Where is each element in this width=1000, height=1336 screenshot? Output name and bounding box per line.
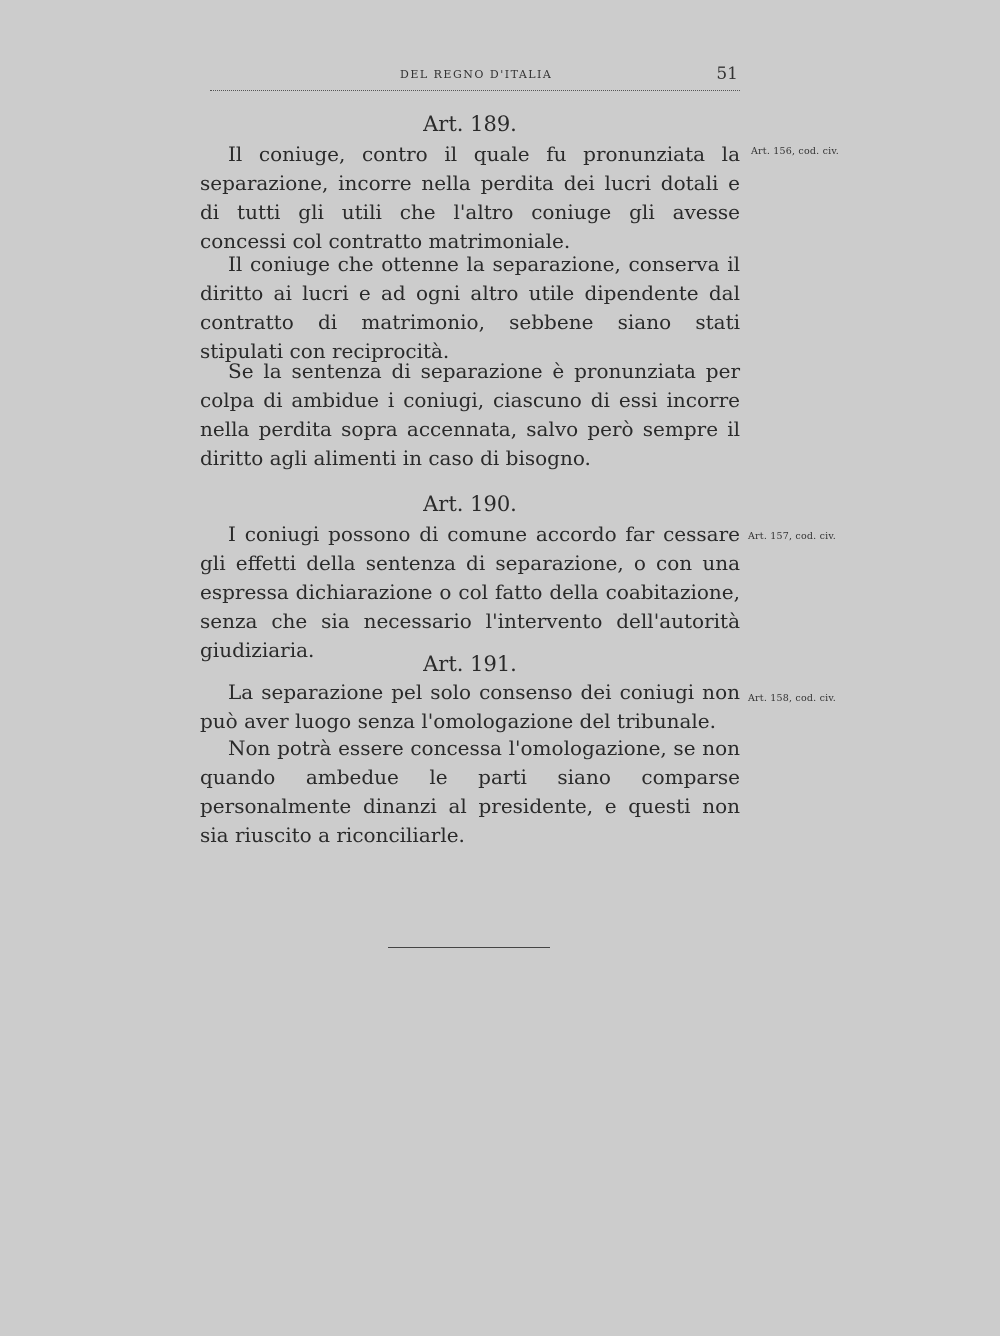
page-number: 51	[716, 64, 738, 84]
page-header	[210, 62, 740, 91]
margin-note-190: Art. 157, cod. civ.	[748, 531, 837, 542]
article-heading-191: Art. 191.	[423, 652, 517, 676]
end-rule	[388, 947, 550, 948]
article-heading-190: Art. 190.	[423, 492, 517, 516]
running-head: DEL REGNO D'ITALIA	[400, 68, 553, 81]
paragraph: Il coniuge, contro il quale fu pronunziata la separazione, incorre nella perdita dei lucri dotali e di tutti gli utili che l'altro coniuge gli avesse concessi col contratto matrimoniale.	[200, 142, 740, 253]
paragraph: Non potrà essere concessa l'omologazione, se non quando ambedue le parti siano comparse personalmente dinanzi al presidente, e questi non sia riuscito a riconciliarle.	[200, 736, 740, 847]
paragraph: Se la sentenza di separazione è pronunziata per colpa di ambidue i coniugi, ciascuno di essi incorre nella perdita sopra accennata, salvo però sempre il diritto agli alimenti in caso di bisogno.	[200, 359, 740, 470]
paragraph: I coniugi possono di comune accordo far cessare gli effetti della sentenza di separazione, o con una espressa dichiarazione o col fatto della coabitazione, senza che sia necessario l'intervento dell'autorità giudiziaria.	[200, 522, 740, 662]
margin-note-191: Art. 158, cod. civ.	[748, 693, 837, 704]
paragraph: Il coniuge che ottenne la separazione, conserva il diritto ai lucri e ad ogni altro utile dipendente dal contratto di matrimonio, sebbene siano stati stipulati con reciprocità.	[200, 252, 740, 363]
margin-note-189: Art. 156, cod. civ.	[751, 146, 840, 157]
paragraph: La separazione pel solo consenso dei coniugi non può aver luogo senza l'omologazione del tribunale.	[200, 680, 740, 733]
article-heading-189: Art. 189.	[423, 112, 517, 136]
